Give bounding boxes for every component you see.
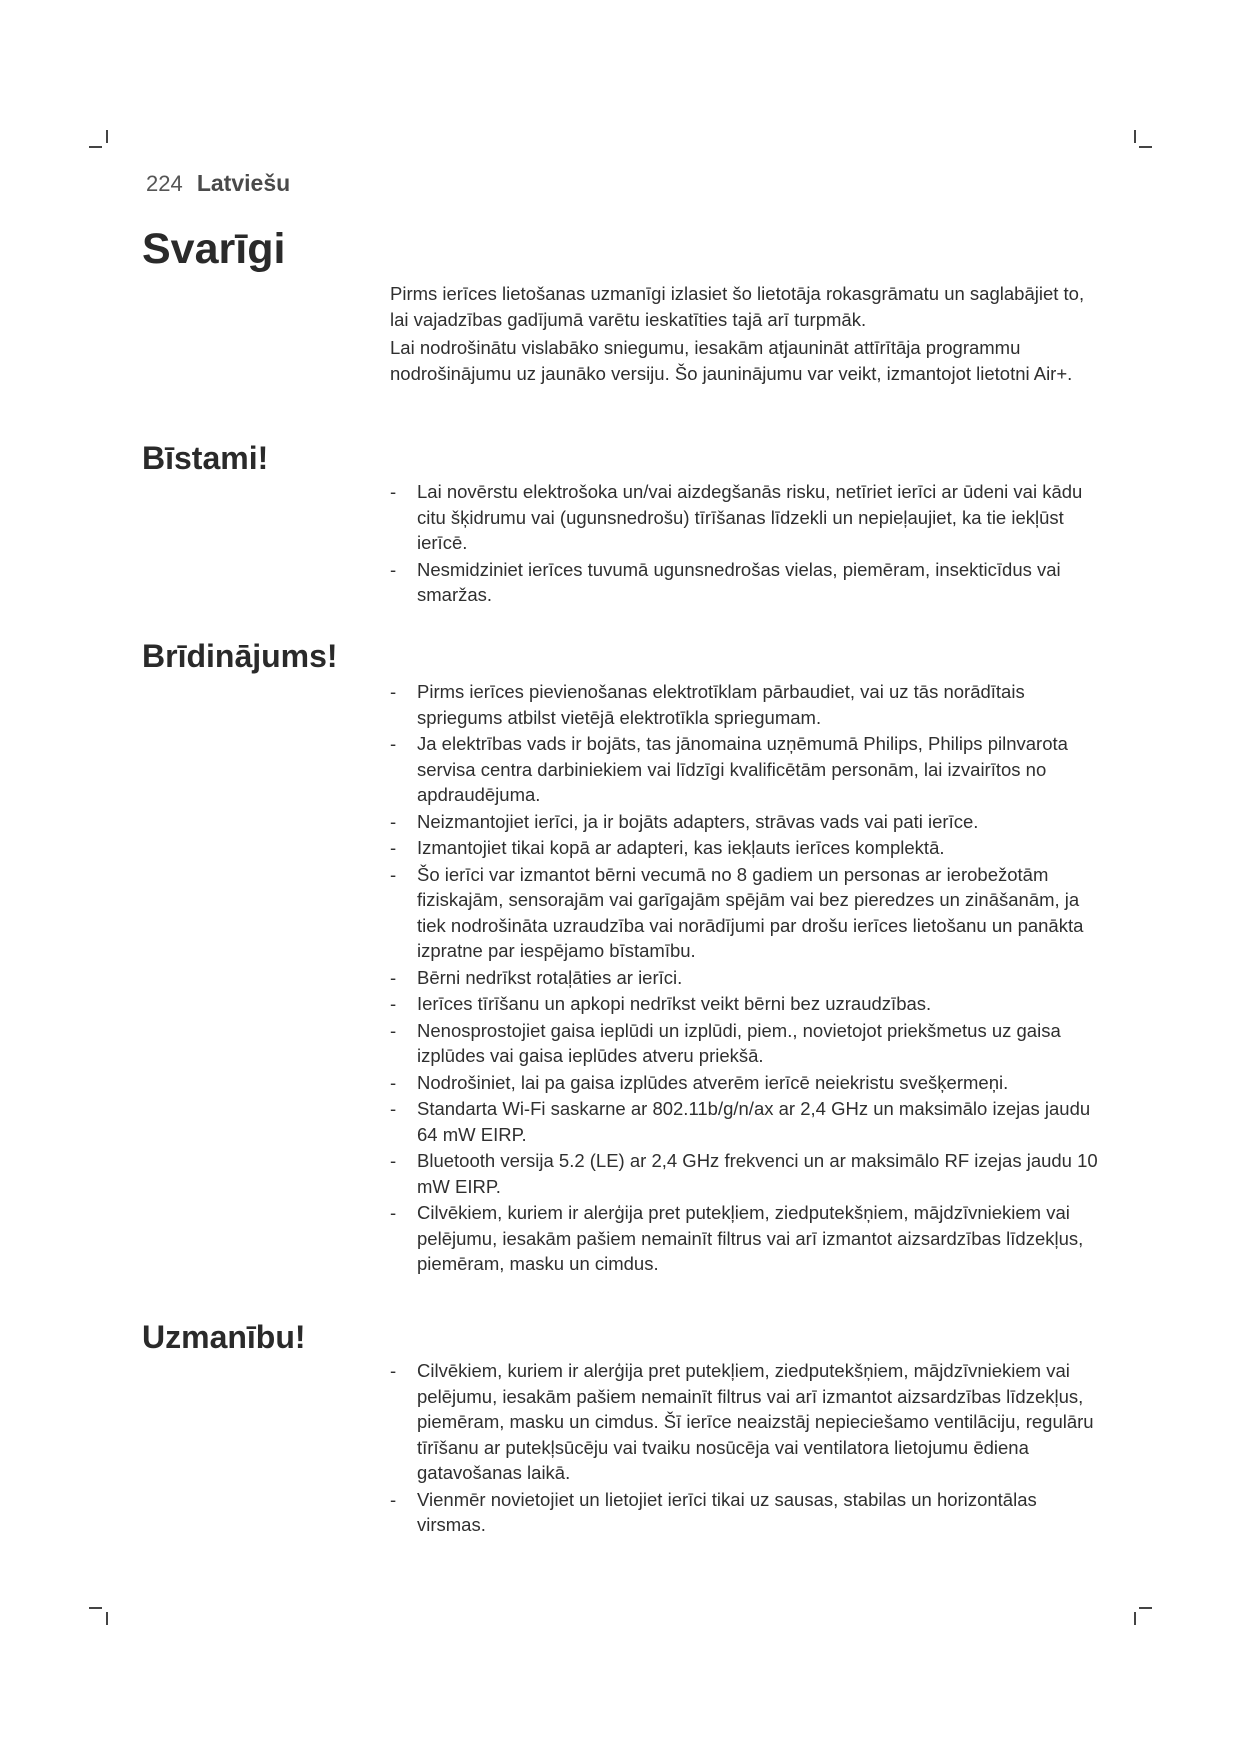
running-header <box>146 170 290 197</box>
list-item: - Izmantojiet tikai kopā ar adapteri, kas iekļauts ierīces komplektā. <box>390 835 1104 861</box>
list-item: - Nenosprostojiet gaisa ieplūdi un izplūdi, piem., novietojot priekšmetus uz gaisa izplūdes vai gaisa ieplūdes atveru priekšā. <box>390 1018 1104 1069</box>
list-item: - Vienmēr novietojiet un lietojiet ierīci tikai uz sausas, stabilas un horizontālas virsmas. <box>390 1487 1104 1538</box>
list-item: - Neizmantojiet ierīci, ja ir bojāts adapters, strāvas vads vai pati ierīce. <box>390 809 1104 835</box>
crop-mark-bottom-left-h <box>89 1607 102 1609</box>
caution-list <box>390 1358 1104 1539</box>
list-item: - Pirms ierīces pievienošanas elektrotīklam pārbaudiet, vai uz tās norādītais spriegums atbilst vietējā elektrotīkla spriegumam. <box>390 679 1104 730</box>
crop-mark-bottom-left-v <box>106 1612 108 1625</box>
language-label: Latviešu <box>196 170 291 196</box>
crop-mark-top-right-h <box>1139 146 1152 148</box>
intro-paragraph: Lai nodrošinātu vislabāko sniegumu, iesakām atjaunināt attīrītāja programmu nodrošinājumu uz jaunāko versiju. Šo jauninājumu var veikt, izmantojot lietotni Air+. <box>390 337 1073 384</box>
warning-list <box>390 679 1104 1278</box>
page-title: Svarīgi <box>142 225 286 273</box>
crop-mark-top-left-h <box>89 146 102 148</box>
section-heading-warning: Brīdinājums! <box>142 638 338 674</box>
crop-mark-top-left-v <box>106 130 108 143</box>
page-number: 224 <box>146 171 183 196</box>
intro-text <box>390 281 1104 389</box>
list-item: - Lai novērstu elektrošoka un/vai aizdegšanās risku, netīriet ierīci ar ūdeni vai kādu citu šķidrumu vai (ugunsnedrošu) tīrīšanas līdzekli un nepieļaujiet, ka tie iekļūst ierīcē. <box>390 479 1104 556</box>
list-item: - Nesmidziniet ierīces tuvumā ugunsnedrošas vielas, piemēram, insekticīdus vai smaržas. <box>390 557 1104 608</box>
crop-mark-top-right-v <box>1134 130 1136 143</box>
crop-mark-bottom-right-h <box>1139 1607 1152 1609</box>
intro-paragraph: Pirms ierīces lietošanas uzmanīgi izlasiet šo lietotāja rokasgrāmatu un saglabājiet to, lai vajadzības gadījumā varētu ieskatīties tajā arī turpmāk. <box>390 283 1085 330</box>
list-item: - Ierīces tīrīšanu un apkopi nedrīkst veikt bērni bez uzraudzības. <box>390 991 1104 1017</box>
list-item: - Cilvēkiem, kuriem ir alerģija pret putekļiem, ziedputekšņiem, mājdzīvniekiem vai pelējumu, iesakām pašiem nemainīt filtrus vai arī izmantot aizsardzības līdzekļus, piemēram, masku un cimdus. Šī ierīce neaizstāj nepieciešamo ventilāciju, regulāru tīrīšanu ar putekļsūcēju vai tvaiku nosūcēja vai ventilatora lietojumu ēdiena gatavošanas laikā. <box>390 1358 1104 1486</box>
list-item: - Ja elektrības vads ir bojāts, tas jānomaina uzņēmumā Philips, Philips pilnvarota servisa centra darbiniekiem vai līdzīgi kvalificētām personām, lai izvairītos no apdraudējuma. <box>390 731 1104 808</box>
list-item: - Nodrošiniet, lai pa gaisa izplūdes atverēm ierīcē neiekristu svešķermeņi. <box>390 1070 1104 1096</box>
list-item: - Standarta Wi-Fi saskarne ar 802.11b/g/n/ax ar 2,4 GHz un maksimālo izejas jaudu 64 mW EIRP. <box>390 1096 1104 1147</box>
section-heading-danger: Bīstami! <box>142 440 269 476</box>
crop-mark-bottom-right-v <box>1134 1612 1136 1625</box>
list-item: - Cilvēkiem, kuriem ir alerģija pret putekļiem, ziedputekšņiem, mājdzīvniekiem vai pelējumu, iesakām pašiem nemainīt filtrus vai arī izmantot aizsardzības līdzekļus, piemēram, masku un cimdus. <box>390 1200 1104 1277</box>
list-item: - Bērni nedrīkst rotaļāties ar ierīci. <box>390 965 1104 991</box>
section-heading-caution: Uzmanību! <box>142 1319 306 1355</box>
danger-list <box>390 479 1104 609</box>
list-item: - Bluetooth versija 5.2 (LE) ar 2,4 GHz frekvenci un ar maksimālo RF izejas jaudu 10 mW EIRP. <box>390 1148 1104 1199</box>
list-item: - Šo ierīci var izmantot bērni vecumā no 8 gadiem un personas ar ierobežotām fiziskajām, sensorajām vai garīgajām spējām vai bez pieredzes un zināšanām, ja tiek nodrošināta uzraudzība vai norādījumi par drošu ierīces lietošanu un panākta izpratne par iespējamo bīstamību. <box>390 862 1104 964</box>
